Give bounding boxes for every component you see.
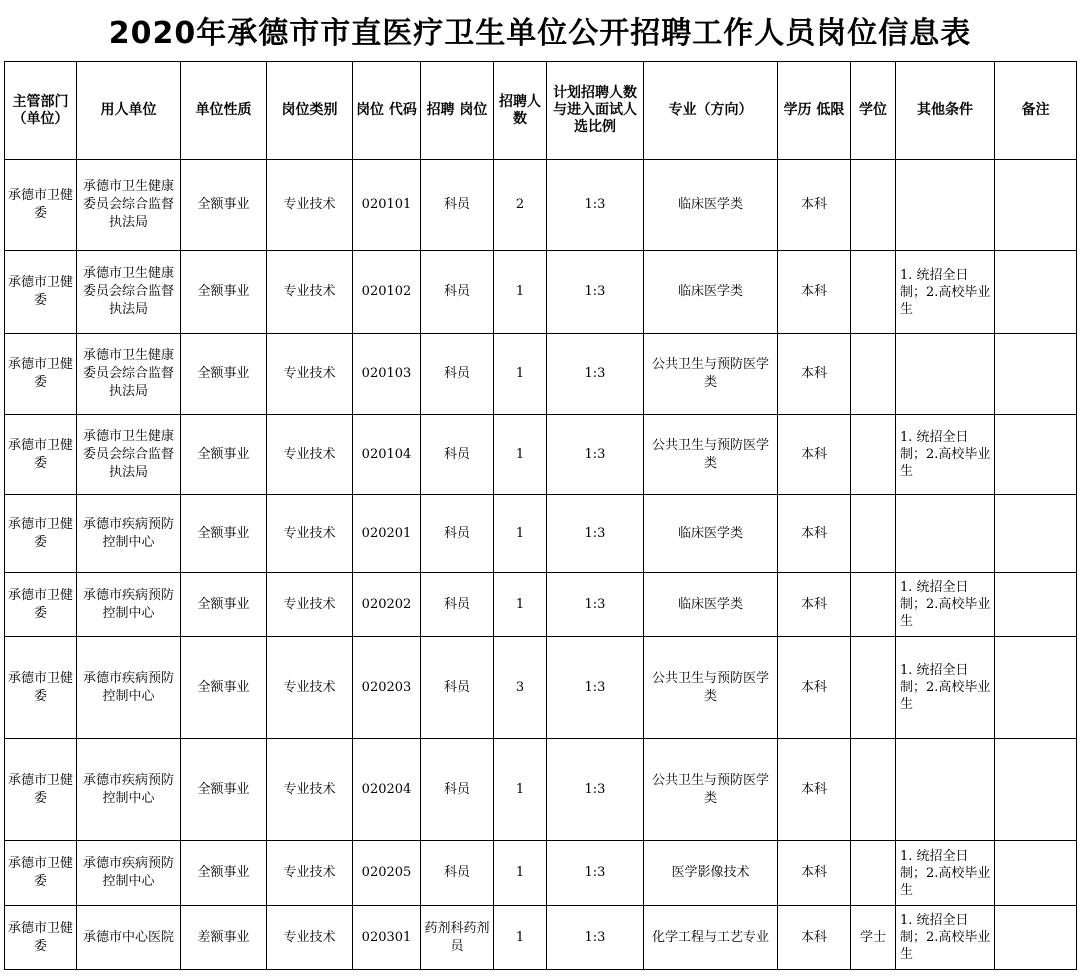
cell-nature: 全额事业 (181, 251, 267, 334)
cell-major: 临床医学类 (644, 495, 778, 573)
cell-major: 公共卫生与预防医学类 (644, 739, 778, 841)
cell-nature: 全额事业 (181, 739, 267, 841)
cell-edu: 本科 (778, 573, 851, 637)
header-count: 招聘人数 (494, 62, 547, 160)
cell-note (995, 739, 1077, 841)
cell-count: 2 (494, 160, 547, 251)
cell-unit: 承德市疾病预防控制中心 (77, 739, 181, 841)
cell-unit: 承德市疾病预防控制中心 (77, 841, 181, 906)
cell-post: 科员 (421, 739, 494, 841)
cell-category: 专业技术 (267, 160, 353, 251)
cell-category: 专业技术 (267, 415, 353, 495)
cell-edu: 本科 (778, 637, 851, 739)
cell-nature: 全额事业 (181, 415, 267, 495)
header-ratio: 计划招聘人数与进入面试人选比例 (547, 62, 644, 160)
cell-degree (851, 739, 896, 841)
cell-dept: 承德市卫健委 (5, 739, 77, 841)
cell-unit: 承德市卫生健康委员会综合监督执法局 (77, 160, 181, 251)
cell-category: 专业技术 (267, 573, 353, 637)
cell-post: 科员 (421, 160, 494, 251)
cell-code: 020301 (353, 906, 421, 970)
cell-unit: 承德市卫生健康委员会综合监督执法局 (77, 251, 181, 334)
cell-nature: 全额事业 (181, 495, 267, 573)
cell-count: 1 (494, 573, 547, 637)
cell-unit: 承德市疾病预防控制中心 (77, 573, 181, 637)
cell-dept: 承德市卫健委 (5, 637, 77, 739)
cell-ratio: 1:3 (547, 573, 644, 637)
table-row (5, 841, 1077, 906)
cell-code: 020204 (353, 739, 421, 841)
cell-edu: 本科 (778, 334, 851, 415)
cell-other: 1. 统招全日制；2.高校毕业生 (896, 841, 995, 906)
header-note: 备注 (995, 62, 1077, 160)
cell-ratio: 1:3 (547, 495, 644, 573)
cell-count: 1 (494, 841, 547, 906)
cell-other: 1. 统招全日制；2.高校毕业生 (896, 573, 995, 637)
cell-degree (851, 334, 896, 415)
cell-count: 1 (494, 906, 547, 970)
cell-category: 专业技术 (267, 906, 353, 970)
cell-code: 020203 (353, 637, 421, 739)
page-title: 2020年承德市市直医疗卫生单位公开招聘工作人员岗位信息表 (108, 16, 972, 51)
table-row (5, 160, 1077, 251)
cell-post: 科员 (421, 637, 494, 739)
cell-unit: 承德市卫生健康委员会综合监督执法局 (77, 334, 181, 415)
cell-other (896, 495, 995, 573)
cell-note (995, 415, 1077, 495)
cell-count: 1 (494, 495, 547, 573)
cell-code: 020201 (353, 495, 421, 573)
cell-other: 1. 统招全日制；2.高校毕业生 (896, 415, 995, 495)
cell-ratio: 1:3 (547, 906, 644, 970)
cell-nature: 全额事业 (181, 573, 267, 637)
table-row (5, 739, 1077, 841)
cell-unit: 承德市疾病预防控制中心 (77, 495, 181, 573)
cell-ratio: 1:3 (547, 739, 644, 841)
cell-dept: 承德市卫健委 (5, 841, 77, 906)
cell-degree (851, 841, 896, 906)
header-post: 招聘 岗位 (421, 62, 494, 160)
table-row (5, 415, 1077, 495)
cell-note (995, 906, 1077, 970)
cell-edu: 本科 (778, 739, 851, 841)
cell-other: 1. 统招全日制；2.高校毕业生 (896, 251, 995, 334)
cell-major: 医学影像技术 (644, 841, 778, 906)
cell-code: 020103 (353, 334, 421, 415)
table-row (5, 906, 1077, 970)
header-nature: 单位性质 (181, 62, 267, 160)
cell-note (995, 251, 1077, 334)
cell-major: 临床医学类 (644, 251, 778, 334)
cell-count: 3 (494, 637, 547, 739)
cell-note (995, 637, 1077, 739)
cell-edu: 本科 (778, 160, 851, 251)
cell-count: 1 (494, 334, 547, 415)
cell-edu: 本科 (778, 841, 851, 906)
cell-other (896, 334, 995, 415)
cell-code: 020102 (353, 251, 421, 334)
cell-degree (851, 160, 896, 251)
header-row (5, 62, 1077, 160)
cell-degree (851, 637, 896, 739)
header-dept: 主管部门（单位） (5, 62, 77, 160)
cell-code: 020205 (353, 841, 421, 906)
cell-note (995, 495, 1077, 573)
cell-dept: 承德市卫健委 (5, 906, 77, 970)
cell-category: 专业技术 (267, 251, 353, 334)
cell-major: 公共卫生与预防医学类 (644, 637, 778, 739)
cell-major: 临床医学类 (644, 573, 778, 637)
cell-nature: 全额事业 (181, 160, 267, 251)
cell-dept: 承德市卫健委 (5, 573, 77, 637)
cell-post: 药剂科药剂员 (421, 906, 494, 970)
cell-edu: 本科 (778, 495, 851, 573)
cell-category: 专业技术 (267, 637, 353, 739)
cell-other: 1. 统招全日制；2.高校毕业生 (896, 637, 995, 739)
cell-ratio: 1:3 (547, 160, 644, 251)
cell-major: 化学工程与工艺专业 (644, 906, 778, 970)
header-category: 岗位类别 (267, 62, 353, 160)
cell-note (995, 573, 1077, 637)
cell-category: 专业技术 (267, 841, 353, 906)
cell-count: 1 (494, 739, 547, 841)
cell-degree (851, 495, 896, 573)
cell-unit: 承德市疾病预防控制中心 (77, 637, 181, 739)
header-edu: 学历 低限 (778, 62, 851, 160)
cell-category: 专业技术 (267, 334, 353, 415)
cell-unit: 承德市卫生健康委员会综合监督执法局 (77, 415, 181, 495)
cell-other (896, 160, 995, 251)
cell-edu: 本科 (778, 251, 851, 334)
header-other: 其他条件 (896, 62, 995, 160)
cell-post: 科员 (421, 573, 494, 637)
cell-nature: 差额事业 (181, 906, 267, 970)
cell-code: 020104 (353, 415, 421, 495)
cell-post: 科员 (421, 334, 494, 415)
cell-ratio: 1:3 (547, 251, 644, 334)
cell-category: 专业技术 (267, 739, 353, 841)
cell-other: 1. 统招全日制；2.高校毕业生 (896, 906, 995, 970)
cell-dept: 承德市卫健委 (5, 334, 77, 415)
cell-degree (851, 415, 896, 495)
cell-dept: 承德市卫健委 (5, 495, 77, 573)
cell-unit: 承德市中心医院 (77, 906, 181, 970)
cell-ratio: 1:3 (547, 415, 644, 495)
cell-dept: 承德市卫健委 (5, 251, 77, 334)
cell-code: 020202 (353, 573, 421, 637)
cell-post: 科员 (421, 415, 494, 495)
table-row (5, 251, 1077, 334)
cell-post: 科员 (421, 841, 494, 906)
table-row (5, 495, 1077, 573)
cell-degree (851, 251, 896, 334)
header-unit: 用人单位 (77, 62, 181, 160)
table-row (5, 637, 1077, 739)
cell-category: 专业技术 (267, 495, 353, 573)
cell-major: 临床医学类 (644, 160, 778, 251)
table-row (5, 334, 1077, 415)
cell-major: 公共卫生与预防医学类 (644, 334, 778, 415)
cell-count: 1 (494, 251, 547, 334)
header-major: 专业（方向） (644, 62, 778, 160)
cell-ratio: 1:3 (547, 841, 644, 906)
table-row (5, 573, 1077, 637)
cell-dept: 承德市卫健委 (5, 415, 77, 495)
cell-degree (851, 573, 896, 637)
cell-code: 020101 (353, 160, 421, 251)
cell-dept: 承德市卫健委 (5, 160, 77, 251)
table-body (5, 160, 1077, 970)
cell-ratio: 1:3 (547, 334, 644, 415)
cell-nature: 全额事业 (181, 637, 267, 739)
cell-major: 公共卫生与预防医学类 (644, 415, 778, 495)
cell-post: 科员 (421, 495, 494, 573)
job-info-table (4, 61, 1077, 970)
cell-ratio: 1:3 (547, 637, 644, 739)
cell-edu: 本科 (778, 906, 851, 970)
cell-note (995, 160, 1077, 251)
cell-nature: 全额事业 (181, 334, 267, 415)
header-code: 岗位 代码 (353, 62, 421, 160)
cell-count: 1 (494, 415, 547, 495)
header-degree: 学位 (851, 62, 896, 160)
cell-note (995, 841, 1077, 906)
cell-note (995, 334, 1077, 415)
cell-post: 科员 (421, 251, 494, 334)
cell-nature: 全额事业 (181, 841, 267, 906)
cell-other (896, 739, 995, 841)
cell-degree: 学士 (851, 906, 896, 970)
cell-edu: 本科 (778, 415, 851, 495)
